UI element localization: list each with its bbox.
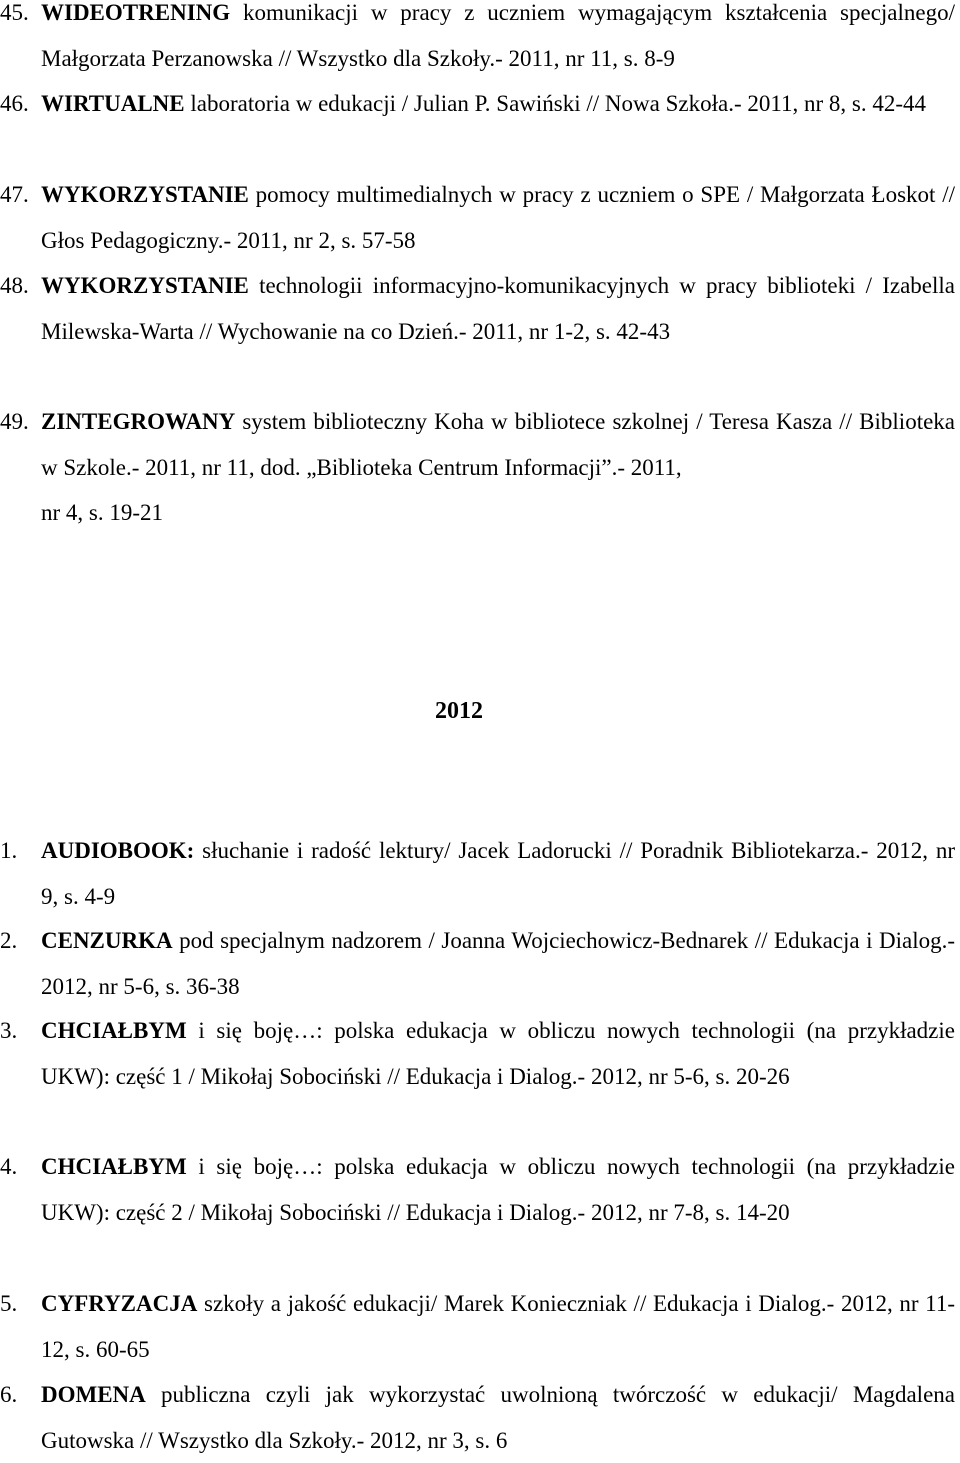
entry-keyword: WYKORZYSTANIE — [41, 273, 249, 298]
entry-keyword: AUDIOBOOK: — [41, 838, 195, 863]
entry-number: 49. — [0, 409, 29, 434]
entry-keyword: CENZURKA — [41, 928, 173, 953]
year-heading: 2012 — [435, 698, 483, 724]
bibliography-entry — [0, 399, 955, 536]
entry-keyword: CHCIAŁBYM — [41, 1018, 187, 1043]
entry-keyword: DOMENA — [41, 1382, 146, 1407]
entry-number: 1. — [0, 838, 18, 863]
entry-number: 3. — [0, 1018, 18, 1043]
entry-number: 2. — [0, 928, 18, 953]
entry-text: publiczna czyli jak wykorzystać uwolnioną twórczość w edukacji/ Magdalena Gutowska // Wszystko dla Szkoły.- 2012, nr 3, s. 6 — [41, 1382, 955, 1453]
bibliography-entry — [0, 828, 955, 919]
entry-number: 48. — [0, 273, 29, 298]
entry-text: i się boję…: polska edukacja w obliczu nowych technologii (na przykładzie UKW): część 1 / Mikołaj Sobociński // Edukacja i Dialog.- 2012, nr 5-6, s. 20-26 — [41, 1018, 955, 1089]
entry-text: technologii informacyjno-komunikacyjnych w pracy biblioteki / Izabella Milewska-Warta // Wychowanie na co Dzień.- 2011, nr 1-2, s. 42-43 — [41, 273, 955, 344]
entry-text-continued: nr 4, s. 19-21 — [41, 500, 164, 525]
entry-keyword: WIRTUALNE — [41, 91, 185, 116]
entry-keyword: CYFRYZACJA — [41, 1291, 198, 1316]
bibliography-entry — [0, 1372, 955, 1463]
entry-keyword: WIDEOTRENING — [41, 0, 231, 25]
entry-number: 47. — [0, 182, 29, 207]
bibliography-entry — [0, 918, 955, 1009]
bibliography-entry — [0, 1144, 955, 1235]
bibliography-entry — [0, 172, 955, 263]
bibliography-entry — [0, 263, 955, 354]
bibliography-entry — [0, 1008, 955, 1099]
entry-text: pod specjalnym nadzorem / Joanna Wojciechowicz-Bednarek // Edukacja i Dialog.- 2012, nr 5-6, s. 36-38 — [41, 928, 955, 999]
entry-text: system biblioteczny Koha w bibliotece szkolnej / Teresa Kasza // Biblioteka w Szkole.- 2011, nr 11, dod. „Biblioteka Centrum Informacji”.- 2011, — [41, 409, 955, 480]
bibliography-entry — [0, 1281, 955, 1372]
entry-keyword: ZINTEGROWANY — [41, 409, 236, 434]
entry-text: szkoły a jakość edukacji/ Marek Konieczniak // Edukacja i Dialog.- 2012, nr 11-12, s. 60-65 — [41, 1291, 955, 1362]
bibliography-entry — [0, 0, 955, 81]
entry-number: 46. — [0, 91, 29, 116]
entry-keyword: CHCIAŁBYM — [41, 1154, 187, 1179]
entry-text: słuchanie i radość lektury/ Jacek Ladorucki // Poradnik Bibliotekarza.- 2012, nr 9, s. 4-9 — [41, 838, 955, 909]
entry-number: 4. — [0, 1154, 18, 1179]
bibliography-entry — [0, 81, 955, 127]
entry-number: 5. — [0, 1291, 18, 1316]
entry-keyword: WYKORZYSTANIE — [41, 182, 249, 207]
entry-number: 45. — [0, 0, 29, 25]
entry-number: 6. — [0, 1382, 18, 1407]
entry-text: laboratoria w edukacji / Julian P. Sawiński // Nowa Szkoła.- 2011, nr 8, s. 42-44 — [184, 91, 927, 116]
entry-text: komunikacji w pracy z uczniem wymagającym kształcenia specjalnego/ Małgorzata Perzanowska // Wszystko dla Szkoły.- 2011, nr 11, s. 8-9 — [41, 0, 955, 71]
entry-text: i się boję…: polska edukacja w obliczu nowych technologii (na przykładzie UKW): część 2 / Mikołaj Sobociński // Edukacja i Dialog.- 2012, nr 7-8, s. 14-20 — [41, 1154, 955, 1225]
entry-text: pomocy multimedialnych w pracy z uczniem o SPE / Małgorzata Łoskot // Głos Pedagogiczny.- 2011, nr 2, s. 57-58 — [41, 182, 955, 253]
